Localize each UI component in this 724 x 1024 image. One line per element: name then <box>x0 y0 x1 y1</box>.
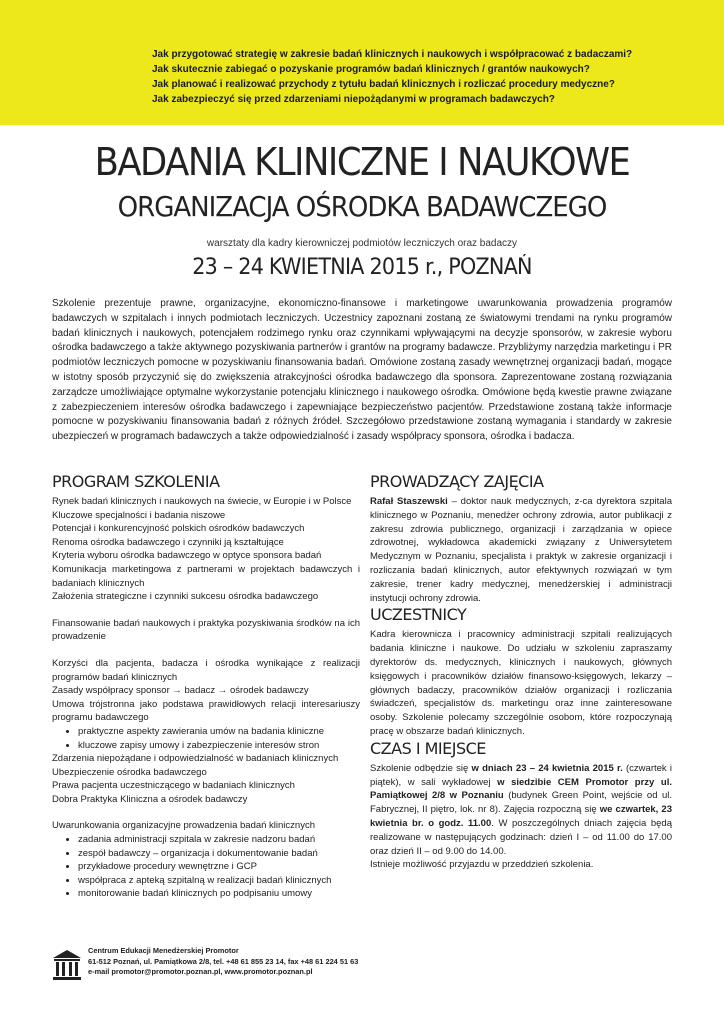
trainer-heading: PROWADZĄCY ZAJĘCIA <box>370 472 544 491</box>
program-list <box>52 495 360 901</box>
trainer-name: Rafał Staszewski <box>370 496 448 507</box>
banner-question: Jak zabezpieczyć się przed zdarzeniami niepożądanymi w programach badawczych? <box>152 94 555 105</box>
start-bold: we czwartek, 23 kwietnia br. o godz. 11.00 <box>370 804 672 829</box>
trainer-description: – doktor nauk medycznych, z-ca dyrektora szpitala klinicznego w Poznaniu, menedżer ochrony zdrowia, autor publikacji z zakresu zdrowia publicznego, organizacji i zarządzania w opiece zdrowotnej, wykładowca akademicki związany z Uniwersytetem Medycznym w Poznaniu, specjalista i praktyk w zakresie organizacji i rozliczania badań klinicznych, autor efektywnych rozwiązań w tym zakresie, trener kadry medycznej, menedżerskiej i administracji instytucji ochrony zdrowia. <box>370 496 672 604</box>
venue-bold: w siedzibie CEM Promotor przy ul. Pamiątkowej 2/8 w Poznaniu <box>370 776 672 802</box>
program-item: Prawa pacjenta uczestniczącego w badaniach klinicznych <box>52 780 295 792</box>
program-bullet: • kluczowe zapisy umowy i zabezpieczenie interesów stron <box>78 739 360 753</box>
program-item: Potencjał i konkurencyjność polskich ośrodków badawczych <box>52 523 305 535</box>
program-bullet: • zadania administracji szpitala w zakresie nadzoru badań <box>78 833 360 847</box>
program-item: Renoma ośrodka badawczego i czynniki ją kształtujące <box>52 536 284 548</box>
footer-org: Centrum Edukacji Menedżerskiej Promotor <box>88 946 239 955</box>
text-run: Szkolenie odbędzie się <box>370 762 472 774</box>
banner-question: Jak planować i realizować przychody z tytułu badań klinicznych i rozliczać procedury medyczne? <box>152 79 615 90</box>
trainer-bio <box>370 495 672 605</box>
dates-bold: w dniach 23 – 24 kwietnia 2015 r. <box>471 762 623 774</box>
top-banner <box>0 0 724 125</box>
spacer <box>52 644 360 657</box>
page-subtitle: ORGANIZACJA OŚRODKA BADAWCZEGO <box>117 190 607 223</box>
spacer <box>52 604 360 617</box>
time-place-text <box>370 762 672 872</box>
banner-question: Jak przygotować strategię w zakresie badań klinicznych i naukowych i współpracować z badaczami? <box>152 49 633 60</box>
time-place-heading: CZAS I MIEJSCE <box>370 738 486 758</box>
text-run: (czwartek i piątek), w sali wykładowej <box>370 762 672 788</box>
program-item: Rynek badań klinicznych i naukowych na świecie, w Europie i w Polsce <box>52 496 352 507</box>
footer <box>52 946 452 986</box>
program-item: Uwarunkowania organizacyjne prowadzenia badań klinicznych <box>52 820 315 832</box>
program-item: Zdarzenia niepożądane i odpowiedzialność w badaniach klinicznych <box>52 753 339 765</box>
program-item: Ubezpieczenie ośrodka badawczego <box>52 766 207 778</box>
program-bullet: • zespół badawczy – organizacja i dokumentowanie badań <box>78 847 360 861</box>
program-item: Założenia strategiczne i czynniki sukcesu ośrodka badawczego <box>52 591 319 603</box>
footer-text <box>88 946 358 978</box>
program-item: Kluczowe specjalności i badania niszowe <box>52 509 226 521</box>
page-title: BADANIA KLINICZNE I NAUKOWE <box>94 140 630 184</box>
banner-questions <box>152 47 632 107</box>
program-item: Umowa trójstronna jako podstawa prawidłowych relacji interesariuszy programu badawczego <box>52 698 360 724</box>
participants-heading: UCZESTNICY <box>370 605 467 625</box>
program-bullet: • praktyczne aspekty zawierania umów na badania kliniczne <box>78 725 360 739</box>
intro-paragraph: Szkolenie prezentuje prawne, organizacyjne, ekonomiczno-finansowe i marketingowe uwarunkowania prowadzenia programów badawczych w szpitalach i innych podmiotach leczniczych. Uczestnicy zapoznani zostaną ze światowymi trendami na rynku programów badań klinicznych i naukowych, potencjałem rodzimego rynku oraz czynnikami wpływającymi na decyzje sponsorów, w zakresie wyboru ośrodka badawczego a także aktywnego pozyskiwania partnerów i grantów na programy badawcze. Przybliżymy narzędzia marketingu i PR podmiotów leczniczych pomocne w pozyskiwaniu finansowania badań. Omówione zostaną zasady wewnętrznej organizacji badań, mogące w istotny sposób przyczynić się do zwiększenia atrakcyjności ośrodka badawczego dla sponsora. Zaprezentowane zostaną rozwiązania zarządcze umożliwiające optymalne wykorzystanie potencjału klinicznego i naukowego ośrodka. Omówione będą kwestie prawne związane z zabezpieczeniem interesów ośrodka badawczego i zapewniające bezpieczeństwo pacjentów. Przedstawione zostaną także informacje pomocne w pozyskiwaniu finansowania badań z różnych źródeł. Szczegółowo przedstawione zostaną wymagania i standardy w zakresie ubezpieczeń w programach badawczych a także odpowiedzialność i zasady współpracy sponsora, ośrodka i badacza. <box>52 298 672 443</box>
program-item: Komunikacja marketingowa z partnerami w projektach badawczych i badaniach klinicznych <box>52 563 360 589</box>
program-item: Zasady współpracy sponsor → badacz → ośrodek badawczy <box>52 685 309 697</box>
program-item: Dobra Praktyka Kliniczna a ośrodek badawczy <box>52 793 248 805</box>
program-item: Kryteria wyboru ośrodka badawczego w optyce sponsora badań <box>52 550 322 562</box>
program-sublist <box>52 725 360 752</box>
text-run: (budynek Green Point, wejście od ul. Fabrycznej, II piętro, lok. nr 8). Zajęcia rozpoczną się <box>370 790 672 816</box>
audience-line: warsztaty dla kadry kierowniczej podmiotów leczniczych oraz badaczy <box>206 238 518 249</box>
program-bullet: • monitorowanie badań klinicznych po podpisaniu umowy <box>78 887 360 901</box>
footer-address: 61-512 Poznań, ul. Pamiątkowa 2/8, tel. +48 61 855 23 14, fax +48 61 224 51 63 <box>88 956 359 966</box>
institution-logo-icon <box>52 948 82 982</box>
program-item: Finansowanie badań naukowych i praktyka pozyskiwania środków na ich prowadzenie <box>52 617 360 643</box>
date-place: 23 – 24 KWIETNIA 2015 r., POZNAŃ <box>192 255 532 280</box>
program-sublist <box>52 833 360 901</box>
program-item: Korzyści dla pacjenta, badacza i ośrodka wynikające z realizacji programów badań klinicznych <box>52 657 360 683</box>
program-column <box>52 472 360 901</box>
info-column <box>370 472 672 872</box>
spacer <box>52 806 360 819</box>
text-run: . W poszczególnych dniach zajęcia będą realizowane w następujących godzinach: dzień I – od 11.00 do 17.00 oraz dzień II – od 9.00 do 14.00. <box>370 817 672 857</box>
banner-question: Jak skutecznie zabiegać o pozyskanie programów badań klinicznych / grantów naukowych? <box>152 64 590 75</box>
program-bullet: • współpraca z apteką szpitalną w realizacji badań klinicznych <box>78 874 360 888</box>
program-heading: PROGRAM SZKOLENIA <box>52 472 220 491</box>
participants-text: Kadra kierownicza i pracownicy administracji szpitali realizujących badania kliniczne i naukowe. Do udziału w szkoleniu zapraszamy dyrektorów ds. medycznych, klinicznych i naukowych, głównych księgowych i pracowników działów finansowo-księgowych, lekarzy – głównych badaczy, pracowników działów organizacji i rozliczania świadczeń, specjalistów ds. marketingu oraz inne zainteresowane osoby. Szkolenie polecamy szczególnie osobom, które rozpoczynają pracę w obszarze badań klinicznych. <box>370 629 672 737</box>
footer-contact: e-mail promotor@promotor.poznan.pl, www.promotor.poznan.pl <box>88 967 313 976</box>
text-run: Istnieje możliwość przyjazdu w przeddzień szkolenia. <box>370 859 594 871</box>
program-bullet: • przykładowe procedury wewnętrzne i GCP <box>78 860 360 874</box>
